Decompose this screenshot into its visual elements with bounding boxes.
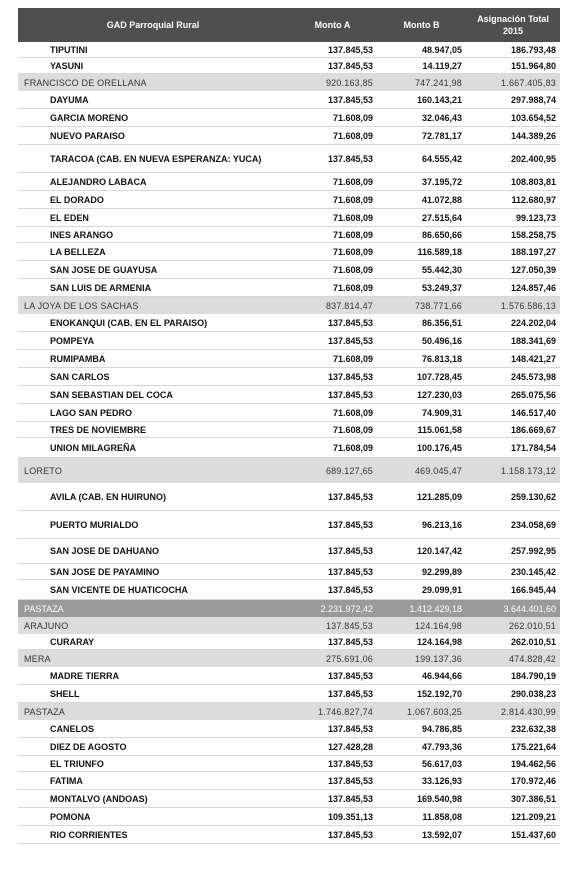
- row-monto-a: 137.845,53: [327, 723, 373, 734]
- province-row: [18, 600, 560, 617]
- row-monto-b: 64.555,42: [421, 153, 462, 164]
- row-name: UNION MILAGREÑA: [50, 442, 136, 453]
- row-name: RIO CORRIENTES: [50, 829, 128, 840]
- table-row: [18, 314, 560, 332]
- row-name: SAN JOSE DE DAHUANO: [50, 546, 160, 556]
- row-total: 171.784,54: [510, 442, 556, 453]
- canton-row: [18, 297, 560, 314]
- row-monto-a: 689.127,65: [325, 465, 373, 476]
- table-row: [18, 539, 560, 564]
- table-row: [18, 438, 560, 458]
- header-total: Asignación Total 2015: [477, 14, 549, 36]
- row-monto-a: 137.845,53: [327, 775, 373, 786]
- row-monto-b: 738.771,66: [414, 300, 462, 311]
- table-row: [18, 109, 560, 127]
- row-monto-b: 50.496,16: [421, 335, 462, 346]
- table-row: [18, 634, 560, 650]
- row-total: 151.437,60: [510, 829, 556, 840]
- row-monto-b: 1.067.603,25: [407, 706, 462, 717]
- table-row: [18, 386, 560, 404]
- table-row: [18, 279, 560, 297]
- header-monto-b: Monto B: [403, 20, 440, 30]
- row-total: 230.145,42: [510, 566, 556, 577]
- row-monto-a: 137.845,53: [327, 44, 373, 55]
- table-row: [18, 127, 560, 145]
- row-monto-a: 137.845,53: [327, 670, 373, 681]
- row-name: NUEVO PARAISO: [50, 130, 125, 141]
- row-monto-b: 116.589,18: [417, 246, 462, 257]
- row-monto-a: 137.845,53: [327, 94, 373, 105]
- table-row: [18, 685, 560, 703]
- row-name: LA BELLEZA: [50, 246, 106, 257]
- row-total: 1.158.173,12: [501, 465, 556, 476]
- row-total: 265.075,56: [510, 389, 556, 400]
- row-monto-a: 2.231.972,42: [320, 603, 373, 614]
- row-monto-a: 137.845,53: [327, 491, 373, 502]
- row-total: 194.462,56: [510, 758, 556, 769]
- canton-row: [18, 458, 560, 483]
- row-name: GARCIA MORENO: [50, 112, 129, 123]
- row-name: POMPEYA: [50, 335, 95, 346]
- row-monto-a: 137.845,53: [327, 829, 373, 840]
- row-monto-a: 1.746.827,74: [318, 706, 373, 717]
- row-total: 103.654,52: [510, 112, 556, 123]
- row-monto-b: 152.192,70: [416, 688, 462, 699]
- row-total: 175.221,64: [510, 741, 556, 752]
- table-row: [18, 332, 560, 350]
- row-monto-a: 137.845,53: [327, 793, 373, 804]
- row-monto-b: 100.176,45: [416, 442, 462, 453]
- row-name: SAN CARLOS: [50, 371, 110, 382]
- row-name: LORETO: [24, 465, 63, 476]
- row-monto-a: 920.163,85: [325, 77, 373, 88]
- row-monto-a: 137.845,53: [327, 636, 373, 647]
- row-monto-b: 86.356,51: [421, 317, 462, 328]
- row-monto-a: 71.608,09: [332, 407, 373, 418]
- row-total: 262.010,51: [508, 620, 556, 631]
- row-total: 99.123,73: [515, 212, 556, 223]
- row-name: TARACOA (CAB. EN NUEVA ESPERANZA: YUCA): [50, 153, 262, 164]
- row-monto-b: 72.781,17: [421, 130, 462, 141]
- row-monto-a: 137.845,53: [325, 620, 373, 631]
- row-monto-a: 71.608,09: [332, 442, 373, 453]
- row-monto-a: 71.608,09: [332, 176, 373, 187]
- row-name: SAN VICENTE DE HUATICOCHA: [50, 584, 188, 595]
- row-total: 224.202,04: [510, 317, 556, 328]
- row-monto-b: 55.442,30: [421, 264, 462, 275]
- row-total: 186.793,48: [510, 44, 556, 55]
- row-total: 188.197,27: [510, 246, 556, 257]
- row-monto-b: 169.540,98: [416, 793, 462, 804]
- row-name: CURARAY: [50, 636, 95, 647]
- row-name: EL EDEN: [50, 212, 89, 223]
- row-name: RUMIPAMBA: [50, 353, 106, 364]
- row-name: POMONA: [50, 811, 91, 822]
- row-monto-b: 11.858,08: [422, 811, 462, 822]
- row-monto-b: 32.046,43: [421, 112, 462, 123]
- table-row: [18, 261, 560, 279]
- row-total: 1.576.586,13: [501, 300, 556, 311]
- row-name: TRES DE NOVIEMBRE: [50, 424, 147, 435]
- row-monto-a: 137.845,53: [327, 317, 373, 328]
- row-total: 474.828,42: [508, 653, 556, 664]
- row-monto-a: 71.608,09: [332, 212, 373, 223]
- row-name: ARAJUNO: [24, 620, 69, 631]
- row-total: 148.421,27: [510, 353, 556, 364]
- table-row: [18, 58, 560, 74]
- row-total: 184.790,19: [510, 670, 556, 681]
- row-monto-a: 275.691,06: [325, 653, 373, 664]
- row-name: EL TRIUNFO: [50, 758, 104, 769]
- row-total: 151.964,80: [510, 60, 556, 71]
- row-monto-a: 137.845,53: [327, 688, 373, 699]
- row-monto-b: 92.299,89: [421, 566, 462, 577]
- row-total: 307.386,51: [510, 793, 556, 804]
- row-total: 232.632,38: [510, 723, 556, 734]
- table-row: [18, 756, 560, 772]
- table-row: [18, 667, 560, 685]
- row-total: 127.050,39: [510, 264, 556, 275]
- row-monto-a: 137.845,53: [327, 389, 373, 400]
- row-total: 234.058,69: [510, 519, 556, 530]
- row-name: SAN SEBASTIAN DEL COCA: [50, 389, 173, 400]
- row-total: 290.038,23: [510, 688, 556, 699]
- row-monto-b: 53.249,37: [421, 282, 462, 293]
- row-total: 2.814.430,99: [501, 706, 556, 717]
- row-monto-a: 109.351,13: [327, 811, 373, 822]
- row-monto-b: 56.617,03: [421, 758, 462, 769]
- row-name: LAGO SAN PEDRO: [50, 407, 133, 418]
- row-total: 297.988,74: [510, 94, 556, 105]
- row-monto-a: 137.845,53: [327, 519, 373, 530]
- table-row: [18, 483, 560, 511]
- row-monto-a: 137.845,53: [327, 584, 373, 595]
- row-total: 257.992,95: [510, 546, 556, 556]
- row-monto-a: 137.845,53: [327, 335, 373, 346]
- row-total: 121.209,21: [510, 811, 556, 822]
- table-row: [18, 720, 560, 738]
- row-monto-b: 37.195,72: [421, 176, 462, 187]
- row-name: SHELL: [50, 688, 80, 699]
- row-name: AVILA (CAB. EN HUIRUNO): [50, 491, 166, 502]
- row-monto-a: 71.608,09: [332, 264, 373, 275]
- row-monto-b: 41.072,88: [421, 194, 462, 205]
- row-monto-a: 837.814,47: [325, 300, 373, 311]
- row-name: SAN LUIS DE ARMENIA: [50, 282, 152, 293]
- row-name: LA JOYA DE LOS SACHAS: [24, 300, 139, 311]
- row-monto-b: 29.099,91: [421, 584, 462, 595]
- table-row: [18, 227, 560, 243]
- row-monto-b: 86.650,66: [421, 229, 462, 240]
- row-monto-a: 71.608,09: [332, 282, 373, 293]
- row-monto-a: 137.845,53: [327, 566, 373, 577]
- row-name: ENOKANQUI (CAB. EN EL PARAISO): [50, 317, 208, 328]
- row-monto-a: 71.608,09: [332, 112, 373, 123]
- table-row: [18, 772, 560, 790]
- row-name: CANELOS: [50, 723, 95, 734]
- row-total: 202.400,95: [510, 153, 556, 164]
- row-monto-b: 13.592,07: [421, 829, 462, 840]
- table-row: [18, 404, 560, 422]
- canton-row: [18, 74, 560, 91]
- row-monto-b: 33.126,93: [421, 775, 462, 786]
- row-monto-a: 137.845,53: [327, 153, 373, 164]
- row-monto-b: 76.813,18: [421, 353, 462, 364]
- row-total: 158.258,75: [510, 229, 556, 240]
- header-monto-a: Monto A: [314, 20, 351, 30]
- row-name: MERA: [24, 653, 51, 664]
- row-monto-b: 46.944,66: [421, 670, 462, 681]
- row-name: MADRE TIERRA: [50, 670, 119, 681]
- table-row: [18, 564, 560, 580]
- row-monto-b: 115.061,58: [417, 424, 462, 435]
- table-row: [18, 145, 560, 173]
- row-name: FATIMA: [50, 775, 83, 786]
- row-total: 3.644.401,60: [503, 603, 556, 614]
- row-monto-b: 469.045,47: [414, 465, 462, 476]
- table-row: [18, 826, 560, 844]
- row-monto-b: 48.947,05: [421, 44, 462, 55]
- row-name: SAN JOSE DE GUAYUSA: [50, 264, 158, 275]
- row-name: PASTAZA: [24, 603, 64, 614]
- row-monto-b: 199.137,36: [414, 653, 462, 664]
- row-total: 124.857,46: [510, 282, 556, 293]
- row-monto-b: 47.793,36: [421, 741, 462, 752]
- row-monto-b: 94.786,85: [421, 723, 462, 734]
- canton-row: [18, 650, 560, 667]
- row-monto-b: 74.909,31: [421, 407, 462, 418]
- row-monto-b: 124.164,98: [414, 620, 462, 631]
- row-name: MONTALVO (ANDOAS): [50, 793, 148, 804]
- canton-row: [18, 703, 560, 720]
- row-name: SAN JOSE DE PAYAMINO: [50, 566, 160, 577]
- row-name: ALEJANDRO LABACA: [50, 176, 147, 187]
- row-total: 108.803,81: [510, 176, 556, 187]
- table-row: [18, 191, 560, 209]
- row-monto-b: 27.515,64: [421, 212, 462, 223]
- row-total: 186.669,67: [510, 424, 556, 435]
- row-name: DIEZ DE AGOSTO: [50, 741, 127, 752]
- row-total: 170.972,46: [510, 775, 556, 786]
- row-monto-b: 120.147,42: [416, 546, 462, 556]
- row-monto-b: 160.143,21: [416, 94, 462, 105]
- row-monto-b: 121.285,09: [416, 491, 462, 502]
- row-name: YASUNI: [50, 60, 84, 71]
- row-total: 112.680,97: [511, 194, 556, 205]
- table-row: [18, 350, 560, 368]
- row-monto-b: 96.213,16: [421, 519, 462, 530]
- row-name: DAYUMA: [50, 94, 89, 105]
- row-name: PASTAZA: [24, 706, 66, 717]
- table-row: [18, 422, 560, 438]
- row-name: INES ARANGO: [50, 229, 114, 240]
- row-total: 262.010,51: [510, 636, 556, 647]
- table-row: [18, 173, 560, 191]
- row-monto-a: 71.608,09: [332, 246, 373, 257]
- row-monto-b: 1.412.429,18: [409, 603, 462, 614]
- row-monto-b: 107.728,45: [416, 371, 462, 382]
- row-monto-b: 127.230,03: [416, 389, 462, 400]
- row-name: EL DORADO: [50, 194, 104, 205]
- row-monto-a: 71.608,09: [332, 424, 373, 435]
- row-monto-a: 71.608,09: [332, 194, 373, 205]
- table-row: [18, 580, 560, 600]
- row-total: 259.130,62: [510, 491, 556, 502]
- table-row: [18, 790, 560, 808]
- table-row: [18, 738, 560, 756]
- row-monto-a: 71.608,09: [332, 130, 373, 141]
- row-monto-a: 137.845,53: [327, 371, 373, 382]
- row-total: 188.341,69: [510, 335, 556, 346]
- row-monto-a: 71.608,09: [332, 353, 373, 364]
- canton-row: [18, 617, 560, 634]
- table-header: [18, 8, 560, 42]
- row-name: PUERTO MURIALDO: [50, 519, 139, 530]
- row-name: TIPUTINI: [50, 44, 88, 55]
- row-name: FRANCISCO DE ORELLANA: [24, 77, 147, 88]
- row-monto-a: 137.845,53: [327, 758, 373, 769]
- row-monto-a: 137.845,53: [327, 60, 373, 71]
- row-total: 146.517,40: [510, 407, 556, 418]
- row-total: 245.573,98: [510, 371, 556, 382]
- row-total: 166.945,44: [510, 584, 556, 595]
- table-row: [18, 808, 560, 826]
- row-monto-a: 71.608,09: [332, 229, 373, 240]
- row-monto-a: 137.845,53: [327, 546, 373, 556]
- row-monto-b: 747.241,98: [414, 77, 462, 88]
- table-row: [18, 368, 560, 386]
- allocation-table: [18, 8, 560, 844]
- row-monto-b: 124.164,98: [416, 636, 462, 647]
- table-row: [18, 91, 560, 109]
- row-total: 144.389,26: [510, 130, 556, 141]
- header-name: GAD Parroquial Rural: [106, 20, 200, 30]
- table-row: [18, 42, 560, 58]
- table-body: [18, 42, 560, 844]
- row-monto-b: 14.119,27: [422, 60, 462, 71]
- table-row: [18, 511, 560, 539]
- row-monto-a: 127.428,28: [327, 741, 373, 752]
- table-row: [18, 209, 560, 227]
- table-row: [18, 243, 560, 261]
- row-total: 1.667.405,83: [501, 77, 556, 88]
